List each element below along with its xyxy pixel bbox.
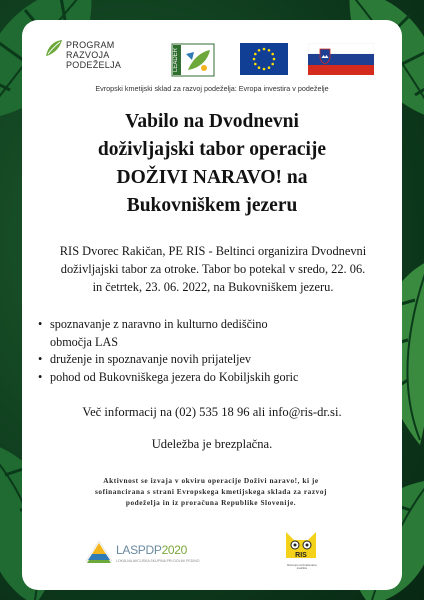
list-item-text: spoznavanje z naravno in kulturno dediščino — [50, 317, 268, 331]
disclaimer-line-3: podeželja in iz proračuna Republike Slovenije. — [125, 498, 297, 507]
ris-subtitle: Razvojno-izobraževalno središče — [287, 563, 317, 570]
slovenia-flag-icon — [308, 43, 374, 75]
list-item — [36, 316, 376, 351]
laspdp-wordmark — [116, 543, 187, 557]
intro-line-3: in četrtek, 23. 06. 2022, na Bukovniškem jezeru. — [92, 280, 334, 294]
fund-caption: Evropski kmetijski sklad za razvoj podeželja: Evropa investira v podeželje — [95, 84, 329, 93]
program-razvoja-podezelja-logo — [44, 38, 164, 84]
list-item: • pohod od Bukovniškega jezera do Kobiljskih goric — [36, 369, 376, 387]
leader-text: LEADER — [173, 47, 179, 72]
leader-logo — [170, 40, 216, 80]
intro-paragraph — [38, 242, 388, 296]
laspdp-subtitle: LOKALNA AKCIJSKA SKUPINA PRI DOLINI PEDINO — [116, 559, 200, 563]
intro-line-1: RIS Dvorec Rakičan, PE RIS - Beltinci organizira Dvodnevni — [59, 244, 367, 258]
title-line-2: doživljajski tabor operacije — [97, 139, 327, 160]
ris-mark: RIS — [295, 552, 307, 559]
ris-owl-icon — [280, 528, 322, 564]
contact-info: Več informacij na (02) 535 18 96 ali info@ris-dr.si. — [82, 405, 342, 419]
activity-list — [36, 316, 376, 386]
page-title — [22, 108, 402, 220]
participation-note: Udeležba je brezplačna. — [151, 437, 273, 451]
program-line-2: RAZVOJA — [66, 50, 110, 60]
intro-line-2: doživljajski tabor za otroke. Tabor bo potekal v sredo, 22. 06. — [60, 262, 366, 276]
title-line-4: Bukovniškem jezeru — [126, 195, 298, 216]
program-line-3: PODEŽELJA — [66, 60, 122, 70]
laspdp-logo — [80, 535, 200, 575]
laspdp-year: 2020 — [161, 543, 188, 557]
funding-disclaimer — [66, 475, 356, 508]
disclaimer-line-2: sofinancirana s strani Evropskega kmetijskega sklada za razvoj — [95, 487, 327, 496]
ris-logo — [280, 528, 322, 572]
program-line-1: PROGRAM — [66, 40, 115, 50]
title-line-1: Vabilo na Dvodnevni — [125, 111, 299, 132]
laspdp-prefix: LASPDP — [116, 543, 162, 557]
leaf-sprout-icon — [44, 38, 64, 58]
disclaimer-line-1: Aktivnost se izvaja v okviru operacije Doživi naravo!, ki je — [103, 476, 319, 485]
sponsor-logos — [44, 38, 344, 84]
eu-flag-icon — [240, 43, 288, 75]
laspdp-emblem-icon — [84, 539, 114, 569]
title-line-3: DOŽIVI NARAVO! na — [116, 167, 308, 188]
list-item-text: območja LAS — [50, 334, 119, 349]
list-item: • druženje in spoznavanje novih prijateljev — [36, 351, 376, 369]
